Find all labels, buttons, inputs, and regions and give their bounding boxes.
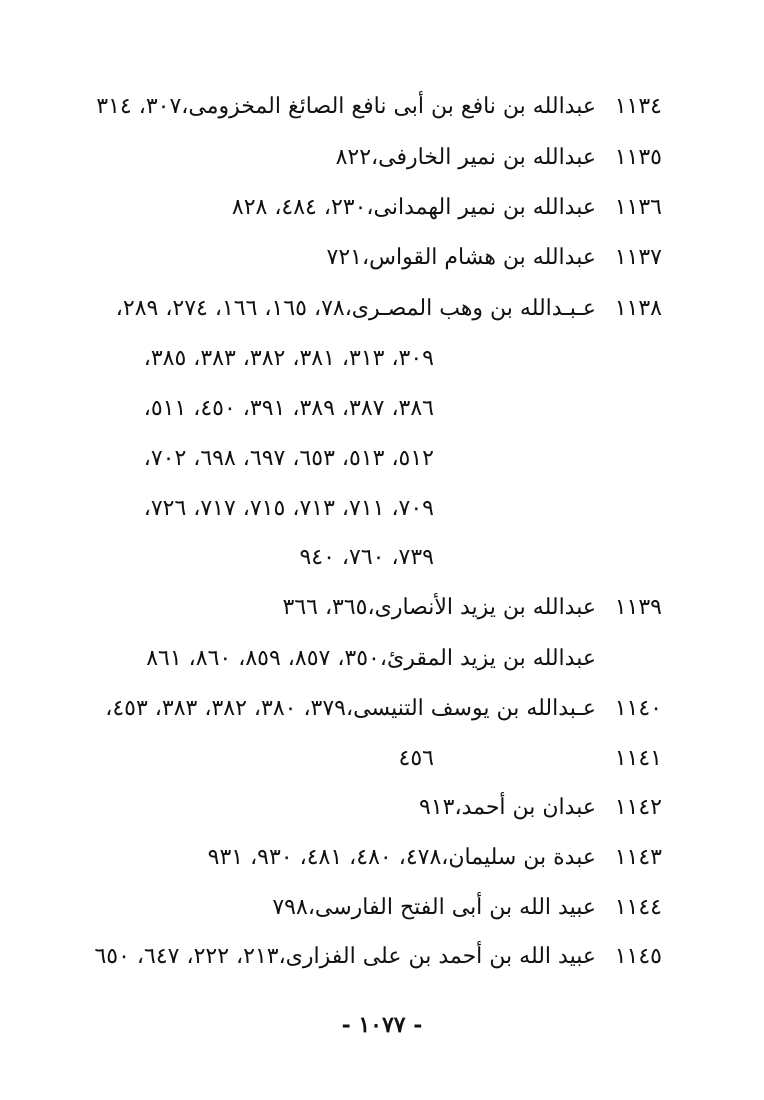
entry-number: ١١٣٨ (614, 296, 662, 321)
entry-text: عبيد الله بن أبى الفتح الفارسى،٧٩٨ (272, 895, 596, 920)
entry-text: عـبدالله بن يوسف التنيسى،٣٧٩، ٣٨٠، ٣٨٢، ٣٨٣، ٤٥٣، (105, 696, 596, 721)
entry-number: ١١٤٤ (614, 895, 662, 920)
entry-text: عبدالله بن نافع بن أبى نافع الصائغ المخزومى،٣٠٧، ٣١٤ (96, 94, 596, 119)
entry-text: عبدة بن سليمان،٤٧٨، ٤٨٠، ٤٨١، ٩٣٠، ٩٣١ (207, 845, 596, 870)
entry-number: ١١٣٤ (614, 94, 662, 119)
entry-number: ١١٣٧ (614, 245, 662, 270)
entry-continuation: ٥١٢، ٥١٣، ٦٥٣، ٦٩٧، ٦٩٨، ٧٠٢، (143, 446, 434, 471)
entry-text: عبدان بن أحمد،٩١٣ (419, 795, 596, 820)
entry-number: ١١٣٩ (614, 595, 662, 620)
entry-continuation: ٣٨٦، ٣٨٧، ٣٨٩، ٣٩١، ٤٥٠، ٥١١، (143, 396, 434, 421)
entry-number: ١١٤٥ (614, 944, 662, 969)
entry-number: ١١٤٢ (614, 795, 662, 820)
page-number: - ١٠٧٧ - (341, 1012, 423, 1038)
entry-number: ١١٤٠ (614, 696, 662, 721)
entry-number: ١١٤٣ (614, 845, 662, 870)
entry-number: ١١٤١ (614, 746, 662, 771)
entry-text: عبدالله بن يزيد الأنصارى،٣٦٥، ٣٦٦ (282, 595, 596, 620)
entry-continuation: ٣٠٩، ٣١٣، ٣٨١، ٣٨٢، ٣٨٣، ٣٨٥، (143, 346, 434, 371)
entry-text: عـبـدالله بن وهب المصـرى،٧٨، ١٦٥، ١٦٦، ٢٧٤، ٢٨٩، (115, 296, 596, 321)
entry-text: عبدالله بن نمير الخارفى،٨٢٢ (335, 145, 596, 170)
entry-number: ١١٣٦ (614, 195, 662, 220)
entry-number: ١١٣٥ (614, 145, 662, 170)
entry-text: عبيد الله بن أحمد بن على الفزارى،٢١٣، ٢٢٢، ٦٤٧، ٦٥٠ (94, 944, 596, 969)
entry-text: ٤٥٦ (398, 746, 434, 771)
entry-continuation: ٧٣٩، ٧٦٠، ٩٤٠ (299, 545, 434, 570)
entry-text: عبدالله بن نمير الهمدانى،٢٣٠، ٤٨٤، ٨٢٨ (231, 195, 596, 220)
entry-text: عبدالله بن يزيد المقرئ،٣٥٠، ٨٥٧، ٨٥٩، ٨٦٠، ٨٦١ (146, 646, 596, 671)
entry-text: عبدالله بن هشام القواس،٧٢١ (326, 245, 596, 270)
entry-continuation: ٧٠٩، ٧١١، ٧١٣، ٧١٥، ٧١٧، ٧٢٦، (143, 496, 434, 521)
